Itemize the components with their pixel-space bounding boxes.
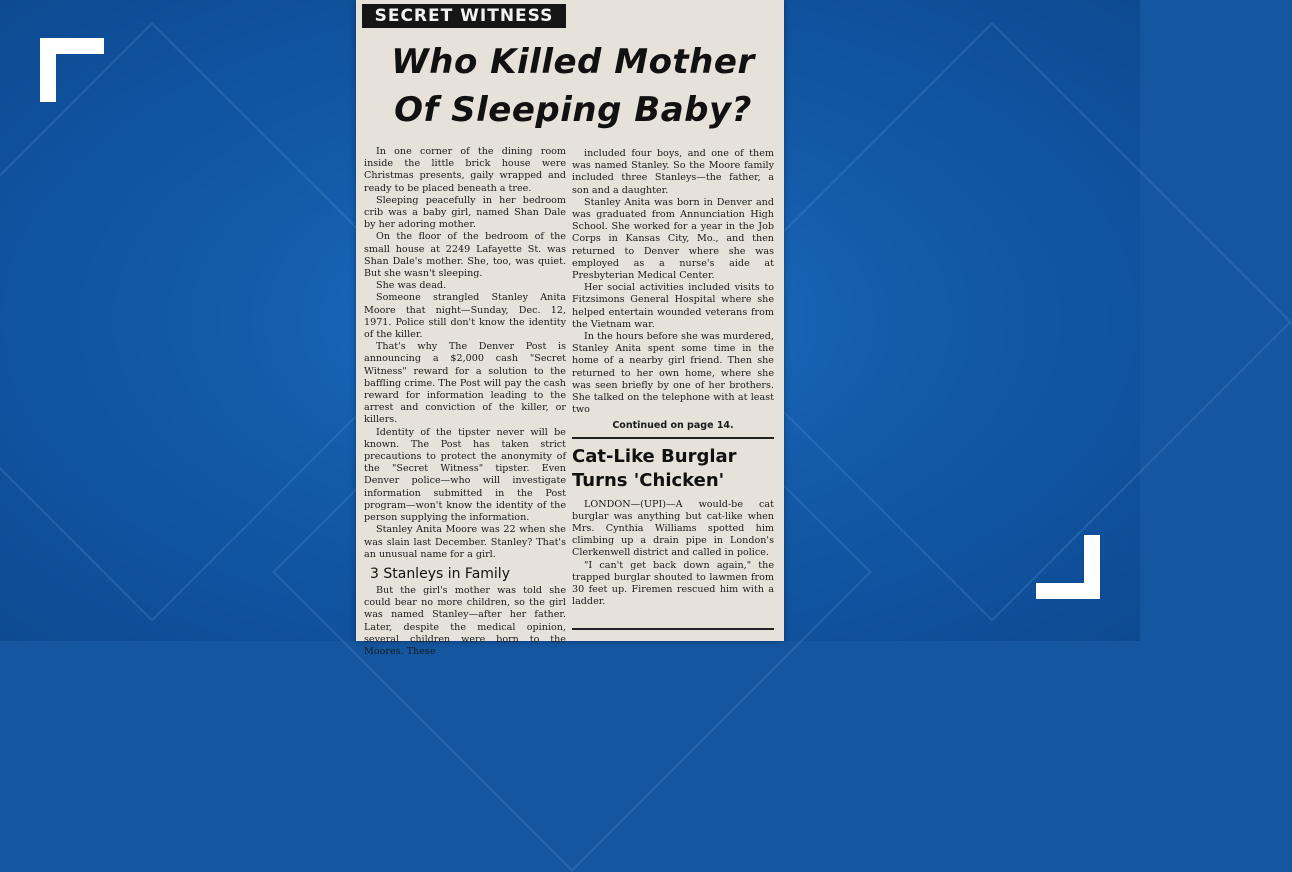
burglar-headline — [572, 445, 774, 493]
burglar-headline-line-1: Cat-Like Burglar — [572, 445, 737, 467]
paragraph: That's why The Denver Post is announcing a $2,000 cash "Secret Witness" reward for a solution to the baffling crime. The Post will pay the cash reward for information leading to the arrest and conviction of the killer, or killers. — [364, 341, 566, 426]
paragraph: In one corner of the dining room inside the little brick house were Christmas presents, gaily wrapped and ready to be placed beneath a tree. — [364, 146, 566, 194]
paragraph: Stanley Anita Moore was 22 when she was slain last December. Stanley? That's an unusual name for a girl. — [364, 524, 566, 560]
paragraph: included four boys, and one of them was named Stanley. So the Moore family included three Stanleys—the father, a son and a daughter. — [572, 148, 774, 196]
newspaper-clipping — [356, 0, 784, 657]
article-column-2 — [572, 148, 774, 609]
corner-bracket-icon — [1036, 535, 1100, 599]
paragraph: Identity of the tipster never will be known. The Post has taken strict precautions to protect the anonymity of the "Secret Witness" tipster. Even Denver police—who will investigate information submitted in the Post program—won't know the identity of the person supplying the information. — [364, 426, 566, 524]
burglar-headline-line-2: Turns 'Chicken' — [572, 469, 725, 491]
paragraph: On the floor of the bedroom of the small house at 2249 Lafayette St. was Shan Dale's mother. She, too, was quiet. But she wasn't sleeping. — [364, 231, 566, 280]
paragraph: Sleeping peacefully in her bedroom crib was a baby girl, named Shan Dale by her adoring mother. — [364, 194, 566, 231]
corner-bracket-icon — [40, 38, 104, 102]
paragraph: Stanley Anita was born in Denver and was graduated from Annunciation High School. She worked for a year in the Job Corps in Kansas City, Mo., and then returned to Denver where she was employed as a nurse's aide at Presbyterian Medical Center. — [572, 196, 774, 282]
headline-line-1: Who Killed Mother — [391, 42, 755, 82]
paragraph: In the hours before she was murdered, Stanley Anita spent some time in the home of a nearby girl friend. Then she returned to her own home, where she was seen briefly by one of her brothers. She talked on the telephone with at least two — [572, 331, 774, 416]
paragraph: LONDON—(UPI)—A would-be cat burglar was anything but cat-like when Mrs. Cynthia Williams spotted him climbing up a drain pipe in London's Clerkenwell district and called in police. — [572, 498, 774, 559]
paragraph: Someone strangled Stanley Anita Moore that night—Sunday, Dec. 12, 1971. Police still don't know the identity of the killer. — [364, 292, 566, 341]
section-kicker: SECRET WITNESS — [362, 4, 566, 28]
article-column-1 — [364, 146, 566, 658]
paragraph: "I can't get back down again," the trapped burglar shouted to lawmen from 30 feet up. Firemen rescued him with a ladder. — [572, 559, 774, 608]
divider — [572, 437, 774, 439]
paragraph: But the girl's mother was told she could bear no more children, so the girl was named Stanley—after her father. Later, despite the medical opinion, several children were born to the Moores. These — [364, 584, 566, 657]
divider — [572, 628, 774, 630]
article-subhead: 3 Stanleys in Family — [370, 565, 510, 582]
paragraph: Her social activities included visits to Fitzsimons General Hospital where she helped entertain wounded veterans from the Vietnam war. — [572, 282, 774, 330]
continued-note: Continued on page 14. — [612, 420, 734, 432]
main-headline — [364, 38, 782, 134]
headline-line-2: Of Sleeping Baby? — [394, 90, 752, 130]
paragraph: She was dead. — [376, 280, 447, 292]
